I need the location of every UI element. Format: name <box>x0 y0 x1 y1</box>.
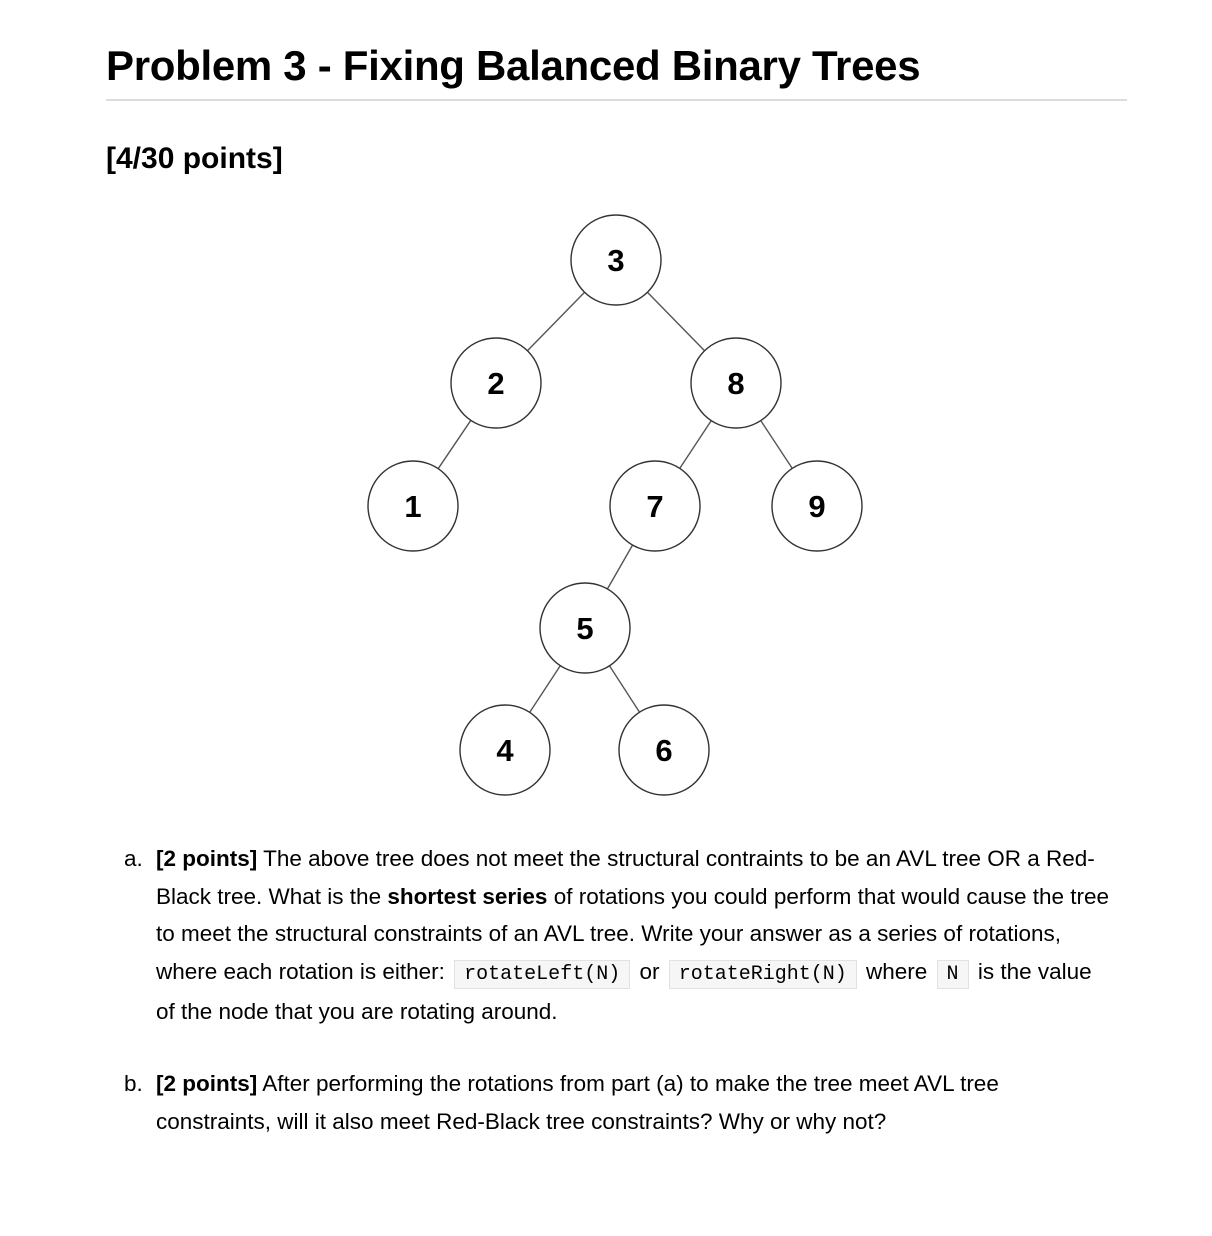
question-a-text-2: of rotations you could perform that would cause the tree to meet the structural constraints of an AVL tree. Write your answer as a series of rotations, where each rotation is either: <box>156 883 1110 984</box>
tree-node-9 <box>772 461 862 551</box>
tree-edge-5-6 <box>609 666 639 712</box>
tree-node-label: 4 <box>496 733 514 768</box>
tree-node-6 <box>619 705 709 795</box>
tree-edge-8-7 <box>680 421 712 469</box>
page-title: Problem 3 - Fixing Balanced Binary Trees <box>106 42 921 89</box>
tree-node-3 <box>571 215 661 305</box>
question-a-text-5: is the value of the node that you are rotating around. <box>156 958 1092 1024</box>
question-b-marker: b. <box>124 1071 143 1096</box>
tree-edge-8-9 <box>761 421 793 469</box>
tree-edge-2-1 <box>438 420 471 468</box>
question-b <box>124 1065 1114 1140</box>
tree-node-label: 2 <box>487 366 505 401</box>
question-a-marker: a. <box>124 846 143 871</box>
tree-node-8 <box>691 338 781 428</box>
tree-node-label: 6 <box>655 733 673 768</box>
code-rotate-left: rotateLeft(N) <box>454 960 630 989</box>
question-a <box>124 840 1114 1031</box>
tree-node-5 <box>540 583 630 673</box>
question-a-text-4: where <box>859 958 934 984</box>
question-b-text-1: After performing the rotations from part (a) to make the tree meet AVL tree constraints, will it also meet Red-Black tree constraints? Why or why not? <box>156 1071 999 1134</box>
tree-node-label: 5 <box>576 611 594 646</box>
question-a-text <box>156 840 1114 1031</box>
code-rotate-right: rotateRight(N) <box>669 960 857 989</box>
points-heading: [4/30 points] <box>106 142 283 175</box>
tree-node-2 <box>451 338 541 428</box>
question-a-text-3: or <box>633 958 666 984</box>
tree-node-1 <box>368 461 458 551</box>
question-b-text <box>156 1065 1114 1140</box>
question-a-emphasis: shortest series <box>387 883 548 909</box>
tree-edge-5-4 <box>530 666 561 713</box>
question-a-text-1: The above tree does not meet the structural contraints to be an AVL tree OR a Red-Black tree. What is the <box>156 846 1095 909</box>
tree-edge-3-8 <box>647 292 704 351</box>
tree-edge-7-5 <box>607 545 632 589</box>
tree-node-label: 3 <box>607 243 625 278</box>
question-a-points: [2 points] <box>156 846 258 871</box>
tree-node-label: 7 <box>646 489 664 524</box>
tree-node-4 <box>460 705 550 795</box>
tree-node-label: 8 <box>727 366 745 401</box>
tree-node-7 <box>610 461 700 551</box>
tree-node-label: 1 <box>404 489 422 524</box>
question-b-points: [2 points] <box>156 1071 258 1096</box>
tree-edge-3-2 <box>527 292 584 351</box>
code-n: N <box>937 960 969 989</box>
tree-node-label: 9 <box>808 489 826 524</box>
